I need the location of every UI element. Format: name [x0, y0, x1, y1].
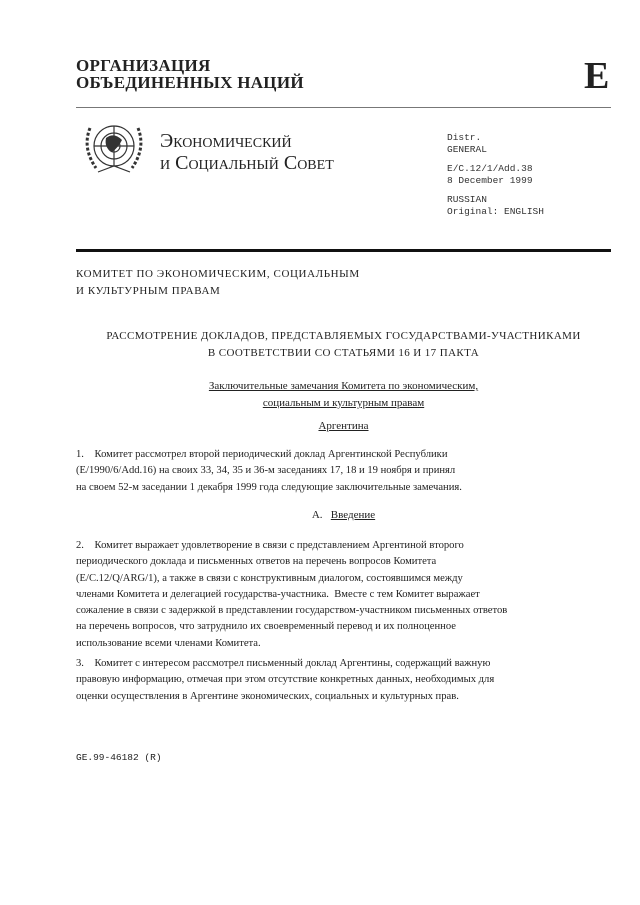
paragraph-line: членами Комитета и делегацией государства-участника. Вместе с тем Комитет выражает: [76, 588, 480, 600]
council-name: [160, 130, 334, 174]
language-letter: E: [584, 55, 610, 97]
council-line: и Социальный Совет: [160, 152, 334, 174]
subheading: [76, 378, 611, 412]
council-line: Экономический: [160, 130, 292, 152]
paragraph-line: 3. Комитет с интересом рассмотрел письменный доклад Аргентины, содержащий важную: [76, 658, 491, 669]
paragraph-3: [76, 656, 611, 705]
organization-name: [76, 57, 304, 91]
section-title: Введение: [330, 509, 376, 521]
paragraph-line: (E/1990/6/Add.16) на своих 33, 34, 35 и 36-м заседаниях 17, 18 и 19 ноября и принял: [76, 465, 456, 477]
heading-line: В СООТВЕТСТВИИ СО СТАТЬЯМИ 16 И 17 ПАКТА: [207, 347, 480, 359]
paragraph-line: на своем 52-м заседании 1 декабря 1999 года следующие заключительные замечания.: [76, 481, 462, 493]
distr-value: GENERAL: [447, 143, 487, 155]
distr-label: Distr.: [447, 132, 482, 143]
document-symbol: E/C.12/1/Add.38: [447, 163, 533, 174]
paragraph-line: использование всеми членами Комитета.: [76, 637, 261, 649]
org-line: ОБЪЕДИНЕННЫХ НАЦИЙ: [76, 73, 304, 92]
agenda-heading: [76, 328, 611, 362]
paragraph-line: периодического доклада и письменных ответов на перечень вопросов Комитета: [76, 556, 437, 568]
paragraph-1: [76, 447, 611, 496]
section-a-heading: [76, 507, 611, 524]
divider: [76, 249, 611, 252]
document-language: RUSSIAN: [447, 194, 487, 205]
document-date: 8 December 1999: [447, 174, 533, 186]
paragraph-line: 2. Комитет выражает удовлетворение в связи с представлением Аргентиной второго: [76, 540, 464, 551]
document-job-number: GE.99-46182 (R): [76, 752, 162, 763]
country-title: Аргентина: [318, 420, 369, 432]
paragraph-line: правовую информацию, отмечая при этом отсутствие конкретных данных, необходимых для: [76, 674, 495, 686]
committee-line: КОМИТЕТ ПО ЭКОНОМИЧЕСКИМ, СОЦИАЛЬНЫМ: [76, 268, 360, 280]
document-meta: [447, 132, 544, 217]
paragraph-2: [76, 538, 611, 652]
committee-name: [76, 266, 360, 300]
paragraph-line: сожаление в связи с задержкой в представлении государством-участником письменных ответов: [76, 605, 508, 617]
section-letter: A.: [311, 509, 323, 521]
paragraph-line: оценки осуществления в Аргентине экономических, социальных и культурных прав.: [76, 690, 459, 702]
original-language: Original: ENGLISH: [447, 205, 544, 217]
heading-line: РАССМОТРЕНИЕ ДОКЛАДОВ, ПРЕДСТАВЛЯЕМЫХ ГОСУДАРСТВАМИ-УЧАСТНИКАМИ: [106, 330, 581, 342]
subheading-line: социальным и культурным правам: [262, 397, 425, 409]
paragraph-line: на перечень вопросов, что затруднило их своевременный перевод и их полноценное: [76, 621, 456, 633]
subheading-line: Заключительные замечания Комитета по экономическим,: [208, 380, 479, 392]
paragraph-line: (E/C.12/Q/ARG/1), а также в связи с конструктивным диалогом, состоявшимся между: [76, 572, 463, 584]
divider: [76, 107, 611, 108]
un-emblem-icon: [78, 118, 150, 178]
committee-line: И КУЛЬТУРНЫМ ПРАВАМ: [76, 285, 221, 297]
org-line: ОРГАНИЗАЦИЯ: [76, 56, 211, 75]
paragraph-line: 1. Комитет рассмотрел второй периодический доклад Аргентинской Республики: [76, 449, 448, 460]
